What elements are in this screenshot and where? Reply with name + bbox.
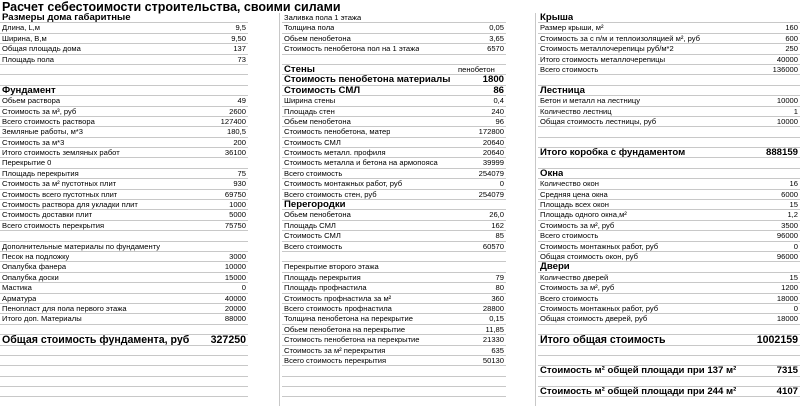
sheet-row[interactable] xyxy=(282,55,506,65)
sheet-row[interactable] xyxy=(282,190,506,200)
sheet-row[interactable] xyxy=(538,273,800,283)
sheet-row[interactable] xyxy=(0,242,248,252)
sheet-row[interactable] xyxy=(0,387,248,397)
row-label: Стоимость СМЛ xyxy=(284,85,361,96)
row-label: Стоимость за м*3 xyxy=(2,137,65,147)
row-label: Перегородки xyxy=(284,200,346,211)
sheet-row[interactable] xyxy=(538,387,800,397)
sheet-row[interactable] xyxy=(538,294,800,304)
row-value: 16 xyxy=(789,179,798,189)
row-label: Опалубка фанера xyxy=(2,262,67,272)
sheet-row[interactable] xyxy=(282,34,506,44)
row-value: 11,85 xyxy=(485,324,504,334)
row-label: Песок на подложку xyxy=(2,251,70,261)
row-value: 39999 xyxy=(482,158,504,168)
sheet-row[interactable] xyxy=(282,231,506,241)
row-value: 21330 xyxy=(482,335,504,345)
sheet-row[interactable] xyxy=(538,304,800,314)
row-value: 6000 xyxy=(781,189,798,199)
sheet-row[interactable] xyxy=(282,356,506,366)
sheet-row[interactable] xyxy=(0,127,248,137)
row-label: Стоимость СМЛ xyxy=(284,231,341,241)
row-value: 86 xyxy=(493,84,504,96)
row-label: Площадь одного окна,м² xyxy=(540,210,627,220)
row-value: 1 xyxy=(793,106,798,116)
sheet-row[interactable] xyxy=(282,283,506,293)
sheet-row[interactable] xyxy=(538,158,800,168)
row-value: 10000 xyxy=(224,262,246,272)
row-value: 69750 xyxy=(224,189,246,199)
sheet-row[interactable] xyxy=(0,273,248,283)
row-value: 15 xyxy=(789,200,798,210)
row-label: Итого стоимость земляных работ xyxy=(2,148,120,158)
row-value: 888159 xyxy=(765,147,798,159)
sheet-row[interactable] xyxy=(0,252,248,262)
row-label: Площадь стен xyxy=(284,106,335,116)
sheet-row[interactable] xyxy=(538,13,800,23)
row-label: Размер крыши, м² xyxy=(540,23,604,33)
sheet-row[interactable] xyxy=(282,325,506,335)
row-note: пенобетон xyxy=(458,64,495,74)
row-value: 1,2 xyxy=(787,210,798,220)
row-label: Обьем пенобетона xyxy=(284,116,351,126)
row-value: 0 xyxy=(793,241,798,251)
row-label: Всего стоимость xyxy=(284,241,343,251)
sheet-row[interactable] xyxy=(0,210,248,220)
row-label: Земляные работы, м*3 xyxy=(2,127,83,137)
row-value: 3500 xyxy=(781,220,798,230)
sheet-row[interactable] xyxy=(282,262,506,272)
sheet-row[interactable] xyxy=(538,65,800,75)
row-value: 20640 xyxy=(482,137,504,147)
row-value: 180,5 xyxy=(226,127,246,137)
sheet-row[interactable] xyxy=(282,127,506,137)
row-label: Стоимость за м² пустотных плит xyxy=(2,179,117,189)
sheet-row[interactable] xyxy=(282,169,506,179)
row-label: Итого стоимость металлочерепицы xyxy=(540,54,666,64)
sheet-row[interactable] xyxy=(282,210,506,220)
sheet-row[interactable] xyxy=(538,242,800,252)
row-label: Площадь пола xyxy=(2,54,54,64)
row-value: 0 xyxy=(793,303,798,313)
row-label: Всего стоимость xyxy=(540,293,599,303)
row-label: Стоимость пенобетона пол на 1 этажа xyxy=(284,44,420,54)
sheet-row[interactable] xyxy=(0,55,248,65)
row-label: Заливка пола 1 этажа xyxy=(284,13,362,22)
sheet-row[interactable] xyxy=(0,107,248,117)
sheet-row[interactable] xyxy=(0,262,248,272)
row-label: Площадь всех окон xyxy=(540,200,609,210)
sheet-row[interactable] xyxy=(0,356,248,366)
row-label: Всего стоимость xyxy=(540,231,599,241)
column-divider xyxy=(279,13,280,406)
sheet-row[interactable] xyxy=(0,13,248,23)
row-label: Стоимость пенобетона материалы xyxy=(284,75,451,86)
row-label: Ширина стены xyxy=(284,96,336,106)
sheet-row[interactable] xyxy=(0,190,248,200)
row-value: 40000 xyxy=(776,54,798,64)
row-value: 1000 xyxy=(229,200,246,210)
row-value: 1002159 xyxy=(756,334,798,347)
sheet-row[interactable] xyxy=(0,138,248,148)
row-value: 635 xyxy=(491,345,504,355)
sheet-row[interactable] xyxy=(282,86,506,96)
row-value: 10000 xyxy=(776,96,798,106)
row-label: Всего стоимость xyxy=(540,64,599,74)
row-value: 60570 xyxy=(482,241,504,251)
row-value: 172800 xyxy=(478,127,504,137)
row-label: Всего стоимость xyxy=(284,168,343,178)
row-label: Всего стоимость профнастила xyxy=(284,303,392,313)
sheet-row[interactable] xyxy=(0,169,248,179)
row-label: Окна xyxy=(540,168,564,179)
sheet-row[interactable] xyxy=(538,346,800,356)
sheet-row[interactable] xyxy=(538,190,800,200)
row-value: 4107 xyxy=(776,386,798,398)
row-label: Бетон и металл на лестницу xyxy=(540,96,641,106)
row-value: 930 xyxy=(233,179,246,189)
row-value: 5000 xyxy=(229,210,246,220)
row-label: Площадь перекрытия xyxy=(284,272,361,282)
row-label: Площадь перекрытия xyxy=(2,168,79,178)
row-label: Общая стоимость лестницы, руб xyxy=(540,116,657,126)
sheet-row[interactable] xyxy=(0,314,248,324)
row-label: Общая площадь дома xyxy=(2,44,81,54)
row-label: Количество окон xyxy=(540,179,599,189)
row-value: 0 xyxy=(499,179,504,189)
row-label: Опалубка доски xyxy=(2,272,59,282)
sheet-row[interactable] xyxy=(538,34,800,44)
row-label: Двери xyxy=(540,262,570,273)
row-value: 9,50 xyxy=(231,33,246,43)
row-label: Всего стоимость стен, руб xyxy=(284,189,377,199)
row-value: 1800 xyxy=(482,74,504,86)
row-value: 0,4 xyxy=(493,96,504,106)
row-label: Фундамент xyxy=(2,85,56,96)
row-value: 88000 xyxy=(224,314,246,324)
sheet-row[interactable] xyxy=(0,96,248,106)
sheet-row[interactable] xyxy=(0,283,248,293)
sheet-row[interactable] xyxy=(538,117,800,127)
row-label: Стоимость за м², руб xyxy=(540,220,615,230)
sheet-row[interactable] xyxy=(538,221,800,231)
row-label: Стоимость пенобетона на перекрытие xyxy=(284,335,420,345)
row-label: Стоимость за м², руб xyxy=(540,283,615,293)
sheet-row[interactable] xyxy=(282,75,506,85)
sheet-row[interactable] xyxy=(538,169,800,179)
row-value: 49 xyxy=(237,96,246,106)
row-label: Крыша xyxy=(540,13,574,23)
sheet-row[interactable] xyxy=(282,44,506,54)
row-label: Количество лестниц xyxy=(540,106,612,116)
row-value: 40000 xyxy=(224,293,246,303)
sheet-row[interactable] xyxy=(282,387,506,397)
row-label: Всего стоимость перекрытия xyxy=(284,355,387,365)
sheet-row[interactable] xyxy=(282,294,506,304)
sheet-row[interactable] xyxy=(282,138,506,148)
row-label: Обьем пенобетона xyxy=(284,33,351,43)
row-label: Мастика xyxy=(2,283,32,293)
row-label: Стены xyxy=(284,64,315,75)
row-label: Общая стоимость дверей, руб xyxy=(540,314,648,324)
row-value: 240 xyxy=(491,106,504,116)
row-label: Площадь профнастила xyxy=(284,283,367,293)
column-foundation xyxy=(0,13,248,397)
row-value: 96000 xyxy=(776,251,798,261)
row-label: Стоимость монтажных работ, руб xyxy=(284,179,403,189)
row-label: Стоимость доставки плит xyxy=(2,210,93,220)
row-value: 20640 xyxy=(482,148,504,158)
row-label: Стоимость СМЛ xyxy=(284,137,341,147)
sheet-row[interactable] xyxy=(538,262,800,272)
sheet-row[interactable] xyxy=(282,65,506,75)
row-value: 0 xyxy=(241,283,246,293)
sheet-row[interactable] xyxy=(538,75,800,85)
row-label: Лестница xyxy=(540,85,586,96)
row-value: 96000 xyxy=(776,231,798,241)
row-value: 26,0 xyxy=(489,210,504,220)
sheet-row[interactable] xyxy=(282,107,506,117)
row-value: 28800 xyxy=(482,303,504,313)
row-label: Стоимость металла и бетона на армопояса xyxy=(284,158,438,168)
row-label: Стоимость металл. профиля xyxy=(284,148,386,158)
sheet-row[interactable] xyxy=(538,252,800,262)
sheet-row[interactable] xyxy=(538,210,800,220)
sheet-row[interactable] xyxy=(0,200,248,210)
row-label: Стоимость раствора для укладки плит xyxy=(2,200,138,210)
sheet-row[interactable] xyxy=(538,366,800,376)
sheet-row[interactable] xyxy=(538,107,800,117)
row-label: Обьем пенобетона на перекрытие xyxy=(284,324,406,334)
row-value: 160 xyxy=(785,23,798,33)
row-label: Размеры дома габаритные xyxy=(2,13,131,23)
row-label: Пенопласт для пола первого этажа xyxy=(2,303,127,313)
sheet-row[interactable] xyxy=(282,96,506,106)
sheet-row[interactable] xyxy=(538,314,800,324)
row-value: 15 xyxy=(789,272,798,282)
row-value: 254079 xyxy=(478,168,504,178)
row-value: 254079 xyxy=(478,189,504,199)
row-label: Стоимость монтажных работ, руб xyxy=(540,303,659,313)
row-value: 6570 xyxy=(487,44,504,54)
sheet-row[interactable] xyxy=(538,356,800,366)
row-label: Всего стоимость раствора xyxy=(2,116,95,126)
row-label: Стоимость монтажных работ, руб xyxy=(540,241,659,251)
row-value: 10000 xyxy=(776,116,798,126)
row-value: 50130 xyxy=(482,355,504,365)
row-value: 2600 xyxy=(229,106,246,116)
sheet-row[interactable] xyxy=(538,200,800,210)
sheet-row[interactable] xyxy=(0,231,248,241)
sheet-row[interactable] xyxy=(538,96,800,106)
row-label: Общая стоимость фундамента, руб xyxy=(2,335,190,346)
row-label: Ширина, В,м xyxy=(2,33,47,43)
sheet-row[interactable] xyxy=(282,314,506,324)
row-value: 9,5 xyxy=(235,23,246,33)
row-value: 3000 xyxy=(229,251,246,261)
row-value: 137 xyxy=(233,44,246,54)
row-label: Итого коробка с фундаментом xyxy=(540,148,686,159)
row-label: Средняя цена окна xyxy=(540,189,608,199)
sheet-row[interactable] xyxy=(0,34,248,44)
sheet-row[interactable] xyxy=(538,44,800,54)
row-label: Стоимость м² общей площади при 244 м² xyxy=(540,387,737,398)
sheet-row[interactable] xyxy=(0,366,248,376)
column-walls xyxy=(282,13,506,397)
row-label: Перекрытие второго этажа xyxy=(284,262,379,272)
sheet-row[interactable] xyxy=(538,231,800,241)
row-value: 360 xyxy=(491,293,504,303)
sheet-row[interactable] xyxy=(0,158,248,168)
row-label: Арматура xyxy=(2,293,37,303)
row-value: 162 xyxy=(491,220,504,230)
sheet-row[interactable] xyxy=(282,242,506,252)
sheet-row[interactable] xyxy=(538,138,800,148)
row-label: Стоимость за с п/м и теплоизоляцией м², руб xyxy=(540,33,700,43)
row-label: Всего стоимость перекрытия xyxy=(2,220,105,230)
column-divider xyxy=(535,13,536,406)
row-value: 18000 xyxy=(776,293,798,303)
sheet-row[interactable] xyxy=(0,294,248,304)
sheet-row[interactable] xyxy=(282,158,506,168)
row-label: Стоимость пенобетона, матер xyxy=(284,127,391,137)
row-label: Обьем пенобетона xyxy=(284,210,351,220)
sheet-row[interactable] xyxy=(538,148,800,158)
row-value: 96 xyxy=(495,116,504,126)
sheet-row[interactable] xyxy=(282,346,506,356)
sheet-row[interactable] xyxy=(538,127,800,137)
row-value: 36100 xyxy=(224,148,246,158)
row-label: Стоимость за м³, руб xyxy=(2,106,77,116)
row-value: 75750 xyxy=(224,220,246,230)
row-value: 136000 xyxy=(772,64,798,74)
sheet-row[interactable] xyxy=(0,75,248,85)
row-label: Толщина пенобетона на перекрытие xyxy=(284,314,413,324)
row-value: 80 xyxy=(495,283,504,293)
sheet-row[interactable] xyxy=(282,148,506,158)
sheet-row[interactable] xyxy=(0,117,248,127)
row-value: 600 xyxy=(785,33,798,43)
row-value: 1200 xyxy=(781,283,798,293)
sheet-row[interactable] xyxy=(538,23,800,33)
row-value: 20000 xyxy=(224,303,246,313)
sheet-row[interactable] xyxy=(282,273,506,283)
sheet-row[interactable] xyxy=(282,377,506,387)
sheet-row[interactable] xyxy=(282,304,506,314)
sheet-row[interactable] xyxy=(0,65,248,75)
row-value: 327250 xyxy=(210,334,246,347)
sheet-title: Расчет себестоимости строительства, своими силами xyxy=(2,0,341,14)
row-label: Стоимость всего пустотных плит xyxy=(2,189,118,199)
sheet-row[interactable] xyxy=(538,335,800,345)
sheet-row[interactable] xyxy=(0,86,248,96)
row-value: 75 xyxy=(237,168,246,178)
sheet-row[interactable] xyxy=(0,377,248,387)
sheet-row[interactable] xyxy=(538,86,800,96)
sheet-row[interactable] xyxy=(282,221,506,231)
sheet-row[interactable] xyxy=(538,283,800,293)
row-label: Стоимость металлочерепицы руб/м*2 xyxy=(540,44,674,54)
row-value: 250 xyxy=(785,44,798,54)
sheet-row[interactable] xyxy=(0,23,248,33)
row-label: Итого общая стоимость xyxy=(540,335,666,346)
row-value: 15000 xyxy=(224,272,246,282)
row-label: Перекрытие 0 xyxy=(2,158,52,168)
row-value: 0,15 xyxy=(489,314,504,324)
sheet-row[interactable] xyxy=(0,44,248,54)
sheet-row[interactable] xyxy=(282,179,506,189)
sheet-row[interactable] xyxy=(0,179,248,189)
sheet-row[interactable] xyxy=(282,200,506,210)
sheet-row[interactable] xyxy=(0,221,248,231)
row-label: Толщина пола xyxy=(284,23,335,33)
sheet-row[interactable] xyxy=(0,335,248,345)
sheet-row[interactable] xyxy=(0,346,248,356)
row-value: 7315 xyxy=(776,365,798,377)
row-value: 0,05 xyxy=(489,23,504,33)
sheet-row[interactable] xyxy=(282,252,506,262)
sheet-row[interactable] xyxy=(538,179,800,189)
row-value: 3,65 xyxy=(489,33,504,43)
row-value: 200 xyxy=(233,137,246,147)
row-label: Длина, L,м xyxy=(2,23,41,33)
row-label: Площадь СМЛ xyxy=(284,220,336,230)
row-label: Дополнительные материалы по фундаменту xyxy=(2,241,161,251)
sheet-row[interactable] xyxy=(538,55,800,65)
sheet-row[interactable] xyxy=(0,304,248,314)
row-value: 79 xyxy=(495,272,504,282)
row-value: 18000 xyxy=(776,314,798,324)
sheet-row[interactable] xyxy=(538,377,800,387)
row-value: 73 xyxy=(237,54,246,64)
row-label: Количество дверей xyxy=(540,272,609,282)
sheet-row[interactable] xyxy=(0,148,248,158)
sheet-row[interactable] xyxy=(282,335,506,345)
row-label: Итого доп. Материалы xyxy=(2,314,82,324)
column-roof-totals xyxy=(538,13,800,397)
row-label: Обьем раствора xyxy=(2,96,61,106)
row-value: 85 xyxy=(495,231,504,241)
row-label: Общая стоимость окон, руб xyxy=(540,251,639,261)
sheet-row[interactable] xyxy=(282,117,506,127)
sheet-row[interactable] xyxy=(282,366,506,376)
row-label: Стоимость профнастила за м² xyxy=(284,293,392,303)
row-value: 127400 xyxy=(220,116,246,126)
row-label: Стоимость за м² перекрытия xyxy=(284,345,386,355)
sheet-row[interactable] xyxy=(282,13,506,23)
sheet-row[interactable] xyxy=(282,23,506,33)
row-label: Стоимость м² общей площади при 137 м² xyxy=(540,366,737,377)
